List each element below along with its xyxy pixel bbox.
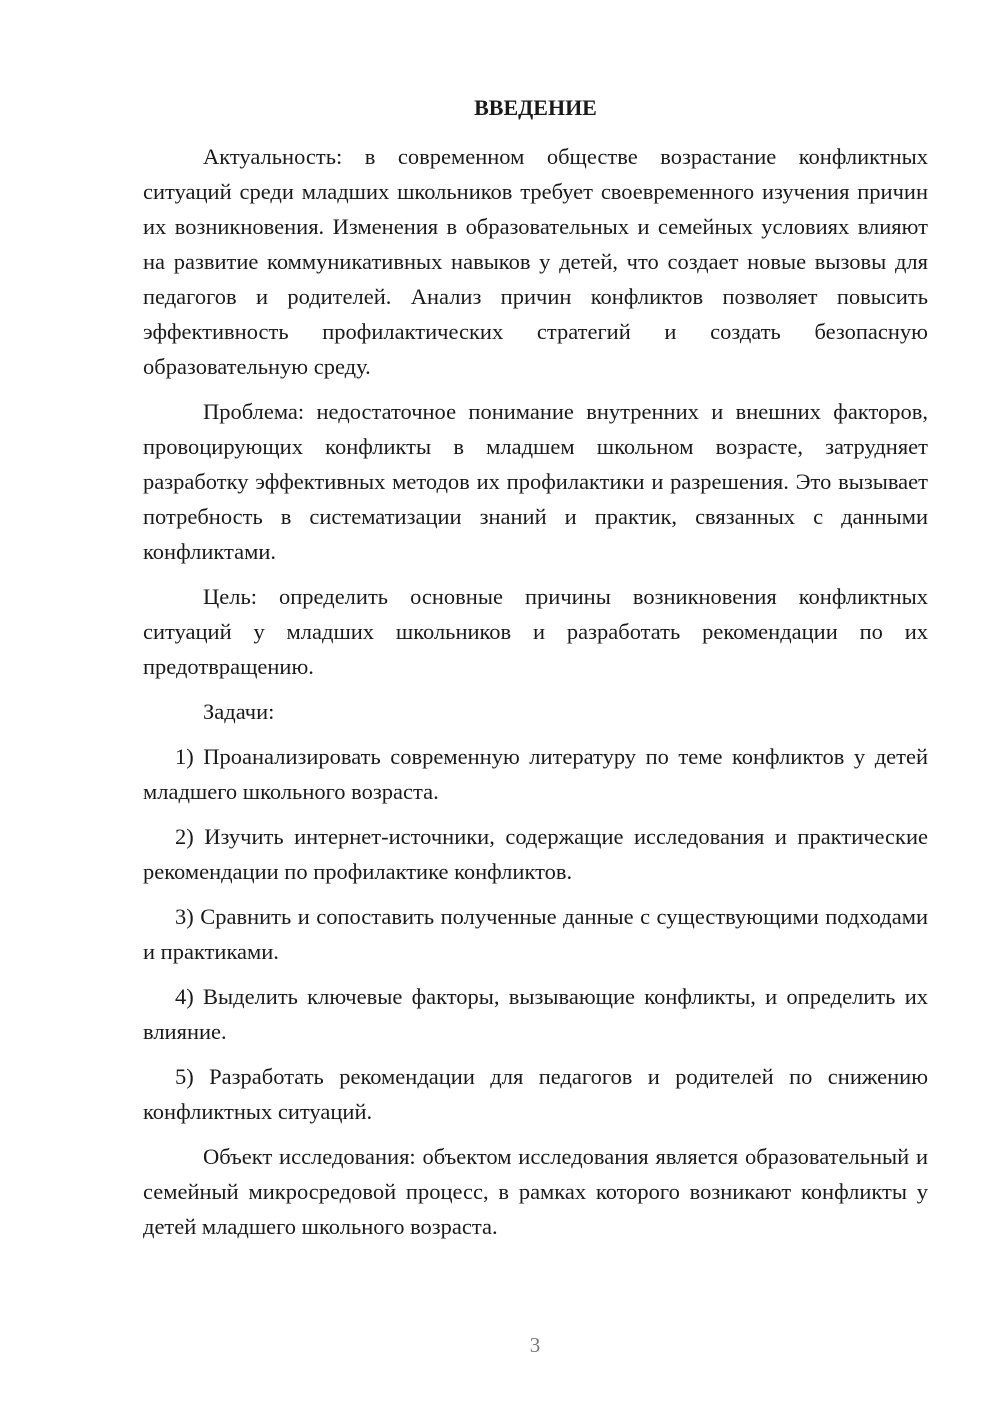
paragraph-relevance: Актуальность: в современном обществе возрастание конфликтных ситуаций среди младших школьников требует своевременного изучения причин их возникновения. Изменения в образовательных и семейных условиях влияют на развитие коммуникативных навыков у детей, что создает новые вызовы для педагогов и родителей. Анализ причин конфликтов позволяет повысить эффективность профилактических стратегий и создать безопасную образовательную среду. (143, 144, 928, 379)
page-title: ВВЕДЕНИЕ (474, 95, 597, 120)
paragraph-object: Объект исследования: объектом исследования является образовательный и семейный микросредовой процесс, в рамках которого возникают конфликты у детей младшего школьного возраста. (143, 1144, 928, 1239)
task-item-5: 5) Разработать рекомендации для педагогов и родителей по снижению конфликтных ситуаций. (143, 1064, 928, 1124)
task-item-1: 1) Проанализировать современную литературу по теме конфликтов у детей младшего школьного возраста. (143, 744, 928, 804)
page-number: 3 (529, 1333, 541, 1357)
paragraph-goal: Цель: определить основные причины возникновения конфликтных ситуаций у младших школьников и разработать рекомендации по их предотвращению. (143, 584, 928, 679)
tasks-label: Задачи: (203, 699, 275, 724)
page-content (143, 90, 928, 1254)
task-item-2: 2) Изучить интернет-источники, содержащие исследования и практические рекомендации по профилактике конфликтов. (143, 824, 928, 884)
task-item-4: 4) Выделить ключевые факторы, вызывающие конфликты, и определить их влияние. (143, 984, 928, 1044)
task-item-3: 3) Сравнить и сопоставить полученные данные с существующими подходами и практиками. (143, 904, 928, 964)
paragraph-problem: Проблема: недостаточное понимание внутренних и внешних факторов, провоцирующих конфликты в младшем школьном возрасте, затрудняет разработку эффективных методов их профилактики и разрешения. Это вызывает потребность в систематизации знаний и практик, связанных с данными конфликтами. (143, 399, 928, 564)
